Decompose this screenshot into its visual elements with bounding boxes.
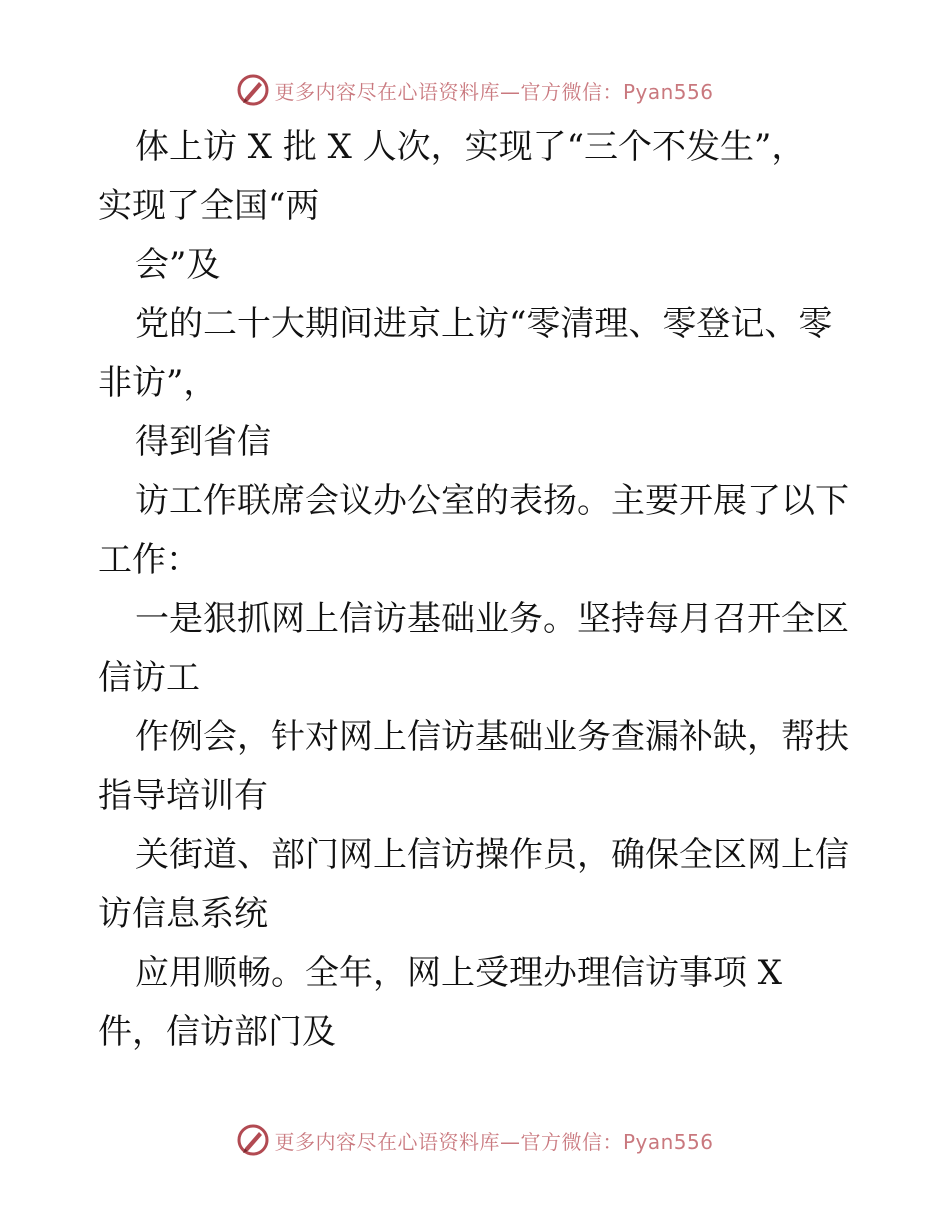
text-line: 党的二十大期间进京上访“零清理、零登记、零 bbox=[135, 304, 833, 344]
text-line: 工作： bbox=[98, 540, 200, 580]
text-line: 关街道、部门网上信访操作员，确保全区网上信 bbox=[135, 835, 849, 875]
footer-banner-text: 更多内容尽在心语资料库—官方微信：Pyan556 bbox=[274, 1129, 714, 1154]
header-banner-text: 更多内容尽在心语资料库—官方微信：Pyan556 bbox=[274, 79, 714, 104]
text-line: 得到省信 bbox=[135, 422, 271, 462]
text-line: 体上访 X 批 X 人次，实现了“三个不发生”， bbox=[135, 127, 806, 167]
text-line: 件，信访部门及 bbox=[98, 1012, 336, 1052]
text-line: 非访”， bbox=[98, 363, 218, 403]
text-line: 实现了全国“两 bbox=[98, 186, 320, 226]
text-line: 作例会，针对网上信访基础业务查漏补缺，帮扶 bbox=[135, 717, 849, 757]
text-line: 一是狠抓网上信访基础业务。坚持每月召开全区 bbox=[135, 599, 849, 639]
pen-logo-icon bbox=[236, 73, 270, 107]
text-line: 访工作联席会议办公室的表扬。主要开展了以下 bbox=[135, 481, 849, 521]
footer-banner bbox=[0, 1120, 950, 1160]
text-line: 会”及 bbox=[135, 245, 221, 285]
text-line: 应用顺畅。全年，网上受理办理信访事项 X bbox=[135, 953, 783, 993]
document-body bbox=[98, 118, 858, 1062]
text-line: 访信息系统 bbox=[98, 894, 268, 934]
pen-logo-icon bbox=[236, 1123, 270, 1157]
text-line: 信访工 bbox=[98, 658, 200, 698]
text-line: 指导培训有 bbox=[98, 776, 268, 816]
header-banner bbox=[0, 70, 950, 110]
